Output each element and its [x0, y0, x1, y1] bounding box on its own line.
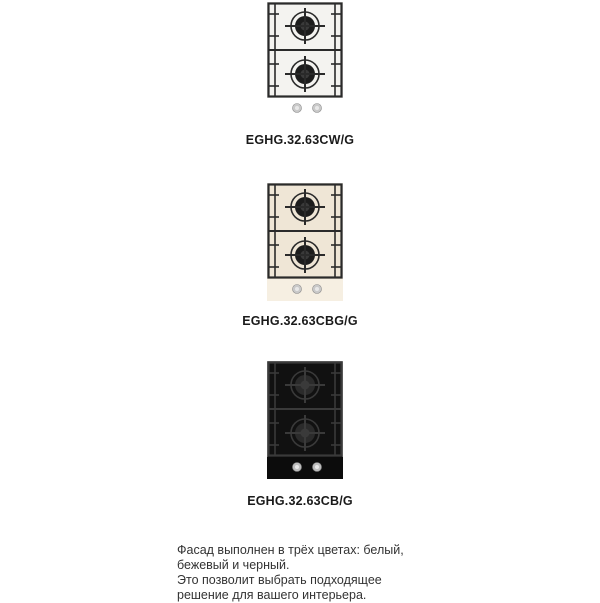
beige-hob-image: [267, 183, 343, 301]
control-panel: [267, 457, 343, 479]
hob-drawing: [267, 183, 343, 301]
description-line-3: Это позволит выбрать подходящее: [177, 573, 382, 587]
control-knob-center: [295, 287, 299, 291]
control-knob-center: [315, 465, 319, 469]
control-panel: [267, 279, 343, 301]
white-hob-image: [267, 2, 343, 120]
description-line-1: Фасад выполнен в трёх цветах: белый,: [177, 543, 404, 557]
description-text: [177, 543, 477, 603]
description-line-4: решение для вашего интерьера.: [177, 588, 367, 602]
model-name-white: EGHG.32.63CW/G: [245, 133, 355, 147]
control-knob-center: [295, 465, 299, 469]
control-knob-center: [315, 106, 319, 110]
model-name-black: EGHG.32.63CB/G: [247, 494, 353, 508]
model-name-beige: EGHG.32.63CBG/G: [242, 314, 358, 328]
hob-drawing: [267, 361, 343, 479]
hob-drawing: [267, 2, 343, 120]
description-line-2: бежевый и черный.: [177, 558, 290, 572]
control-knob-center: [315, 287, 319, 291]
black-hob-image: [267, 361, 343, 479]
control-knob-center: [295, 106, 299, 110]
control-panel: [267, 98, 343, 120]
